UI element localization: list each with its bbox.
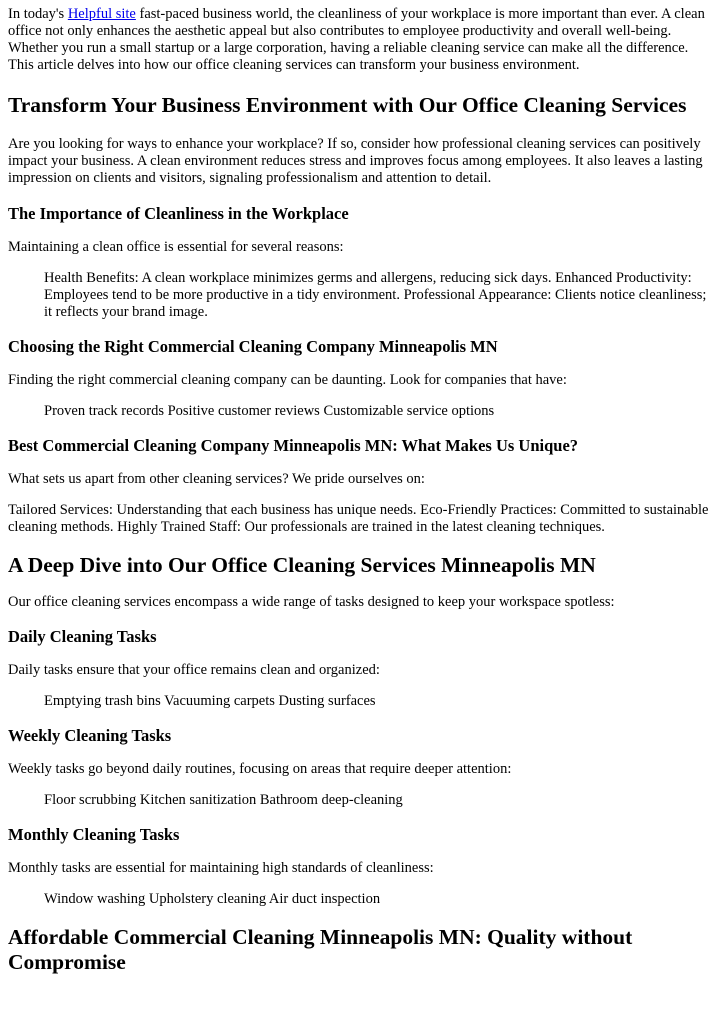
intro-text-after: fast-paced business world, the cleanliness of your workplace is more important than ever. A clean office not only enhances the aesthetic appeal but also contributes to employee productivity and overall well-being. Whether you run a small startup or a large corporation, having a reliable cleaning service can make all the difference. This article delves into how our office cleaning services can transform your business environment. — [8, 6, 705, 73]
intro-paragraph — [8, 6, 712, 74]
paragraph-monthly: Monthly tasks are essential for maintaining high standards of cleanliness: — [8, 860, 434, 876]
paragraph-importance: Maintaining a clean office is essential for several reasons: — [8, 239, 344, 255]
importance-list: Health Benefits: A clean workplace minimizes germs and allergens, reducing sick days. Enhanced Productivity: Employees tend to be more productive in a tidy environment. Professional Appearance: Clients notice cleanliness; it reflects your brand image. — [44, 270, 707, 320]
paragraph-daily: Daily tasks ensure that your office remains clean and organized: — [8, 662, 380, 678]
monthly-list: Window washing Upholstery cleaning Air duct inspection — [44, 891, 381, 907]
paragraph-weekly: Weekly tasks go beyond daily routines, focusing on areas that require deeper attention: — [8, 761, 512, 777]
heading-daily: Daily Cleaning Tasks — [8, 627, 157, 646]
paragraph-unique-details: Tailored Services: Understanding that each business has unique needs. Eco-Friendly Practices: Committed to sustainable cleaning methods. Highly Trained Staff: Our professionals are trained in the latest cleaning techniques. — [8, 502, 709, 535]
paragraph-unique: What sets us apart from other cleaning services? We pride ourselves on: — [8, 471, 425, 487]
heading-transform: Transform Your Business Environment with Our Office Cleaning Services — [8, 93, 687, 117]
helpful-site-link[interactable]: Helpful site — [67, 6, 136, 22]
heading-choosing: Choosing the Right Commercial Cleaning Company Minneapolis MN — [8, 337, 498, 356]
heading-unique: Best Commercial Cleaning Company Minneapolis MN: What Makes Us Unique? — [8, 436, 579, 455]
paragraph-deep-dive: Our office cleaning services encompass a wide range of tasks designed to keep your workspace spotless: — [8, 594, 615, 610]
paragraph-transform: Are you looking for ways to enhance your workplace? If so, consider how professional cleaning services can positively impact your business. A clean environment reduces stress and improves focus among employees. It also leaves a lasting impression on clients and visitors, signaling professionalism and attention to detail. — [8, 136, 703, 186]
daily-list: Emptying trash bins Vacuuming carpets Dusting surfaces — [44, 693, 376, 709]
choosing-list: Proven track records Positive customer reviews Customizable service options — [44, 403, 495, 419]
heading-weekly: Weekly Cleaning Tasks — [8, 726, 172, 745]
paragraph-choosing: Finding the right commercial cleaning company can be daunting. Look for companies that have: — [8, 372, 567, 388]
intro-text-before: In today's — [8, 6, 68, 22]
heading-affordable: Affordable Commercial Cleaning Minneapolis MN: Quality without Compromise — [8, 925, 633, 974]
heading-importance: The Importance of Cleanliness in the Workplace — [8, 204, 349, 223]
heading-deep-dive: A Deep Dive into Our Office Cleaning Services Minneapolis MN — [8, 553, 596, 577]
heading-monthly: Monthly Cleaning Tasks — [8, 825, 180, 844]
weekly-list: Floor scrubbing Kitchen sanitization Bathroom deep-cleaning — [44, 792, 403, 808]
